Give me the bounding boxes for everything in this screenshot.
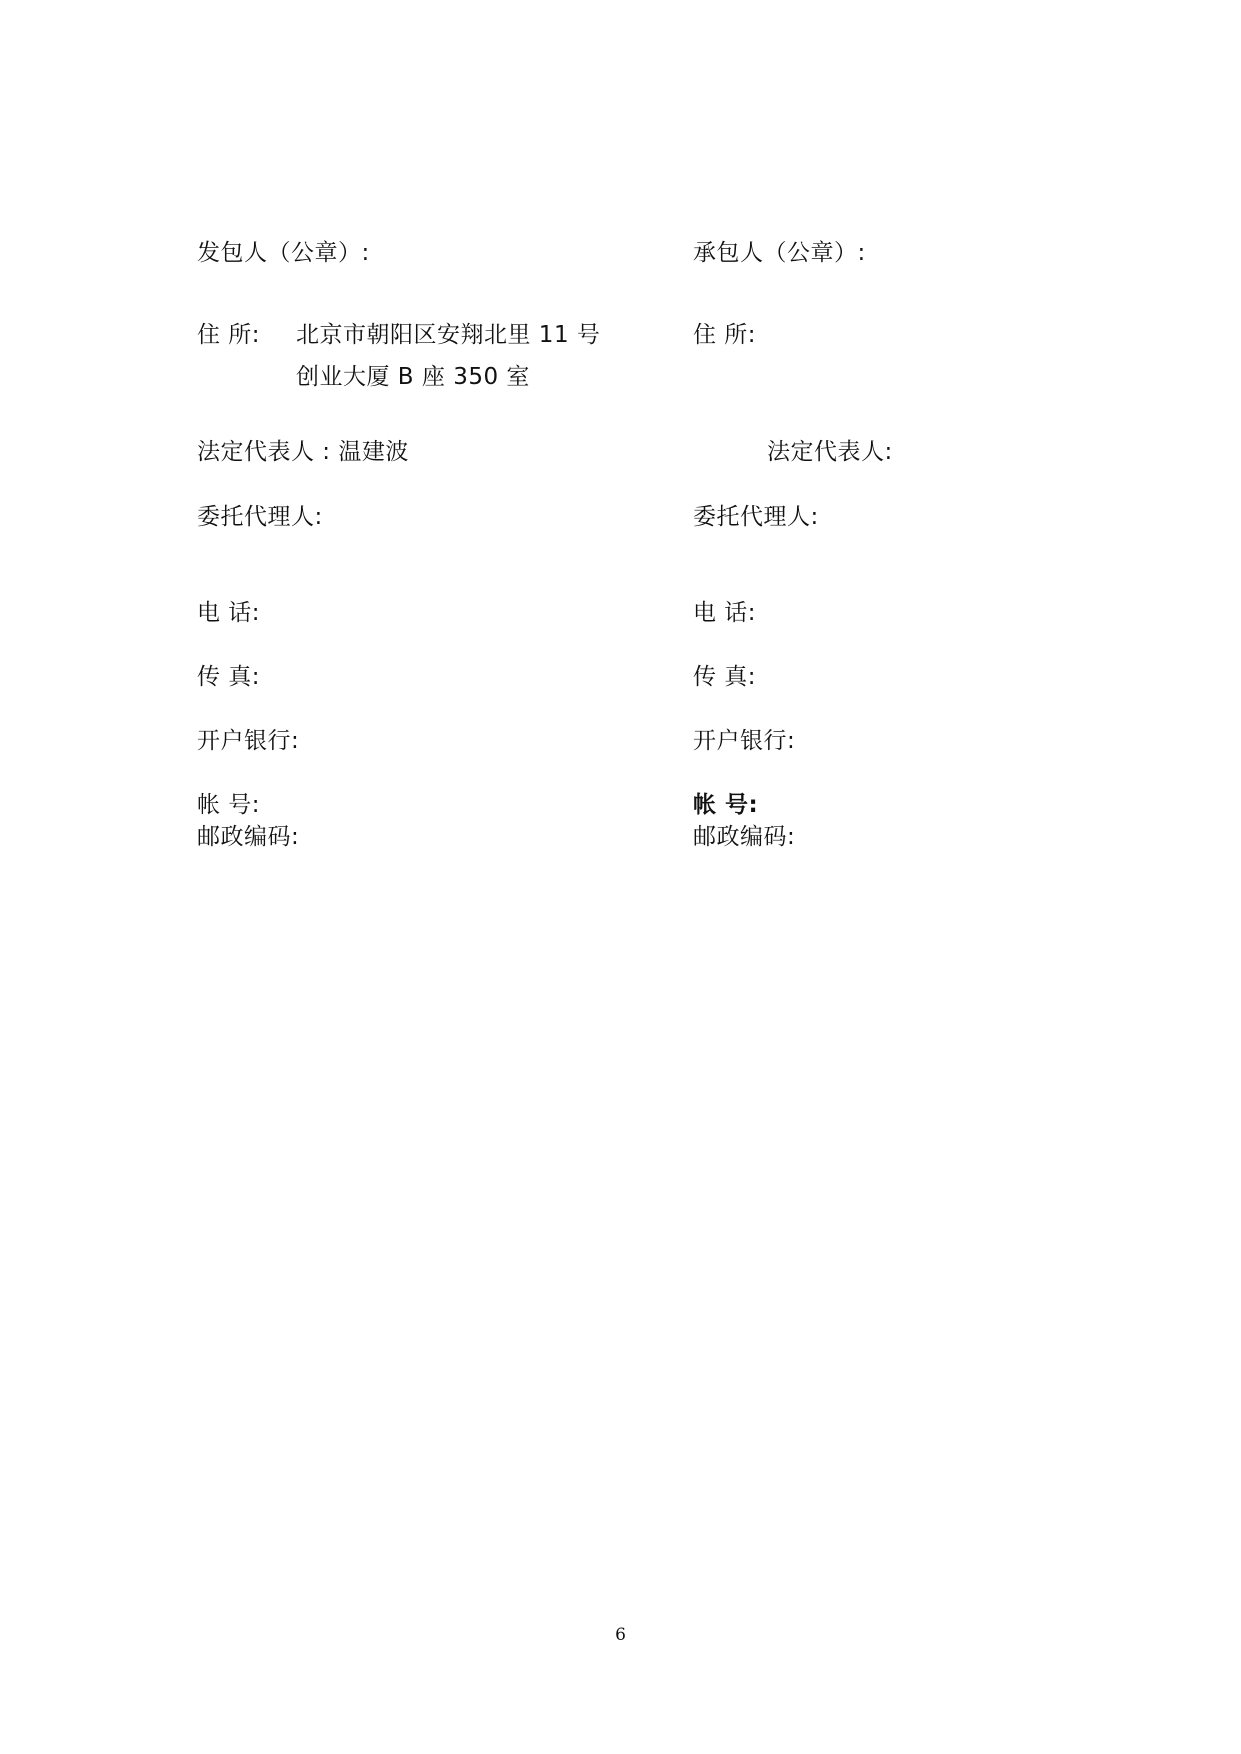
contractor-postcode: 邮政编码:: [693, 824, 796, 850]
employer-address-line1: 北京市朝阳区安翔北里 11 号: [296, 322, 601, 348]
contractor-phone: 电 话:: [693, 600, 757, 626]
employer-address-line2: 创业大厦 B 座 350 室: [296, 364, 530, 390]
employer-postcode: 邮政编码:: [197, 824, 300, 850]
contractor-bank: 开户银行:: [693, 728, 796, 754]
employer-address-label: 住 所:: [197, 322, 261, 348]
employer-bank: 开户银行:: [197, 728, 300, 754]
contractor-legal-rep: 法定代表人:: [767, 439, 893, 465]
contractor-fax: 传 真:: [693, 664, 757, 690]
employer-account: 帐 号:: [197, 792, 261, 818]
contractor-account: 帐 号:: [693, 792, 759, 818]
employer-agent: 委托代理人:: [197, 504, 323, 530]
contractor-address-label: 住 所:: [693, 322, 757, 348]
employer-legal-rep: 法定代表人 : 温建波: [197, 439, 409, 465]
employer-seal-label: 发包人（公章）:: [197, 240, 370, 266]
contractor-seal-label: 承包人（公章）:: [693, 240, 866, 266]
contractor-agent: 委托代理人:: [693, 504, 819, 530]
page-number: 6: [615, 1625, 626, 1645]
employer-fax: 传 真:: [197, 664, 261, 690]
employer-phone: 电 话:: [197, 600, 261, 626]
